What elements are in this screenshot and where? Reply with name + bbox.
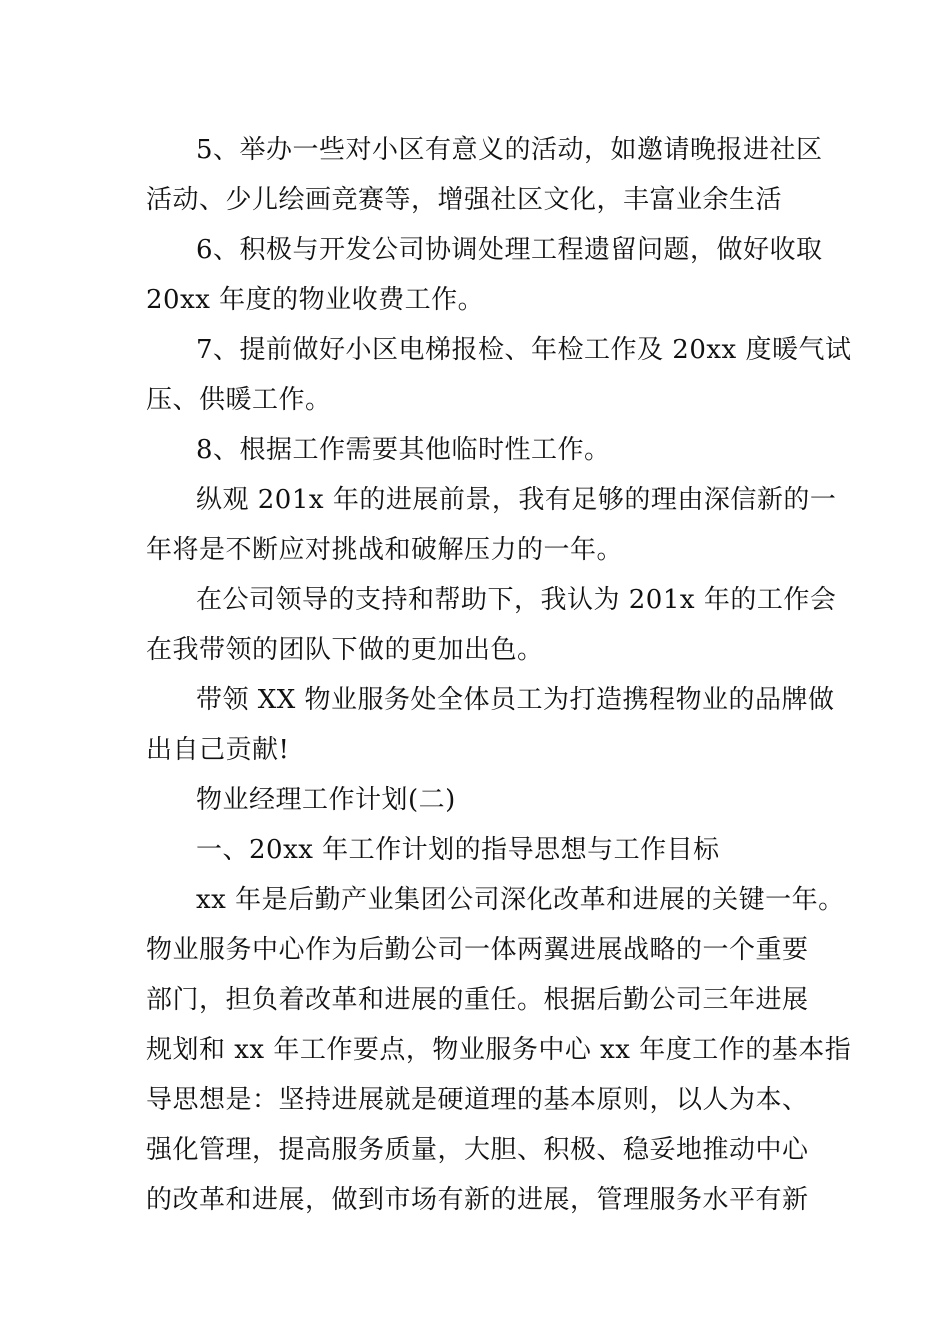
text-line: 在我带领的团队下做的更加出色。 xyxy=(146,635,544,665)
subsection-heading: 一、20xx 年工作计划的指导思想与工作目标 xyxy=(196,835,720,865)
text-line: 规划和 xx 年工作要点，物业服务中心 xx 年度工作的基本指 xyxy=(146,1035,852,1065)
text-line: 在公司领导的支持和帮助下，我认为 201x 年的工作会 xyxy=(196,585,837,615)
section-heading: 物业经理工作计划(二) xyxy=(196,785,456,815)
text-line: 6、积极与开发公司协调处理工程遗留问题，做好收取 xyxy=(196,235,823,265)
text-line: 活动、少儿绘画竞赛等，增强社区文化，丰富业余生活 xyxy=(146,185,783,215)
text-line: 部门，担负着改革和进展的重任。根据后勤公司三年进展 xyxy=(146,985,809,1015)
text-line: 7、提前做好小区电梯报检、年检工作及 20xx 度暖气试 xyxy=(196,335,852,365)
text-line: 的改革和进展，做到市场有新的进展，管理服务水平有新 xyxy=(146,1185,809,1215)
text-line: 出自己贡献! xyxy=(146,735,290,765)
text-line: xx 年是后勤产业集团公司深化改革和进展的关键一年。 xyxy=(196,885,845,915)
text-line: 物业服务中心作为后勤公司一体两翼进展战略的一个重要 xyxy=(146,935,809,965)
text-line: 年将是不断应对挑战和破解压力的一年。 xyxy=(146,535,624,565)
text-line: 压、供暖工作。 xyxy=(146,385,332,415)
text-line: 8、根据工作需要其他临时性工作。 xyxy=(196,435,611,465)
text-line: 导思想是：坚持进展就是硬道理的基本原则，以人为本、 xyxy=(146,1085,809,1115)
text-line: 5、举办一些对小区有意义的活动，如邀请晚报进社区 xyxy=(196,135,823,165)
text-line: 带领 XX 物业服务处全体员工为打造携程物业的品牌做 xyxy=(196,685,835,715)
text-line: 20xx 年度的物业收费工作。 xyxy=(146,285,485,315)
text-line: 纵观 201x 年的进展前景，我有足够的理由深信新的一 xyxy=(196,485,837,515)
text-line: 强化管理，提高服务质量，大胆、积极、稳妥地推动中心 xyxy=(146,1135,809,1165)
